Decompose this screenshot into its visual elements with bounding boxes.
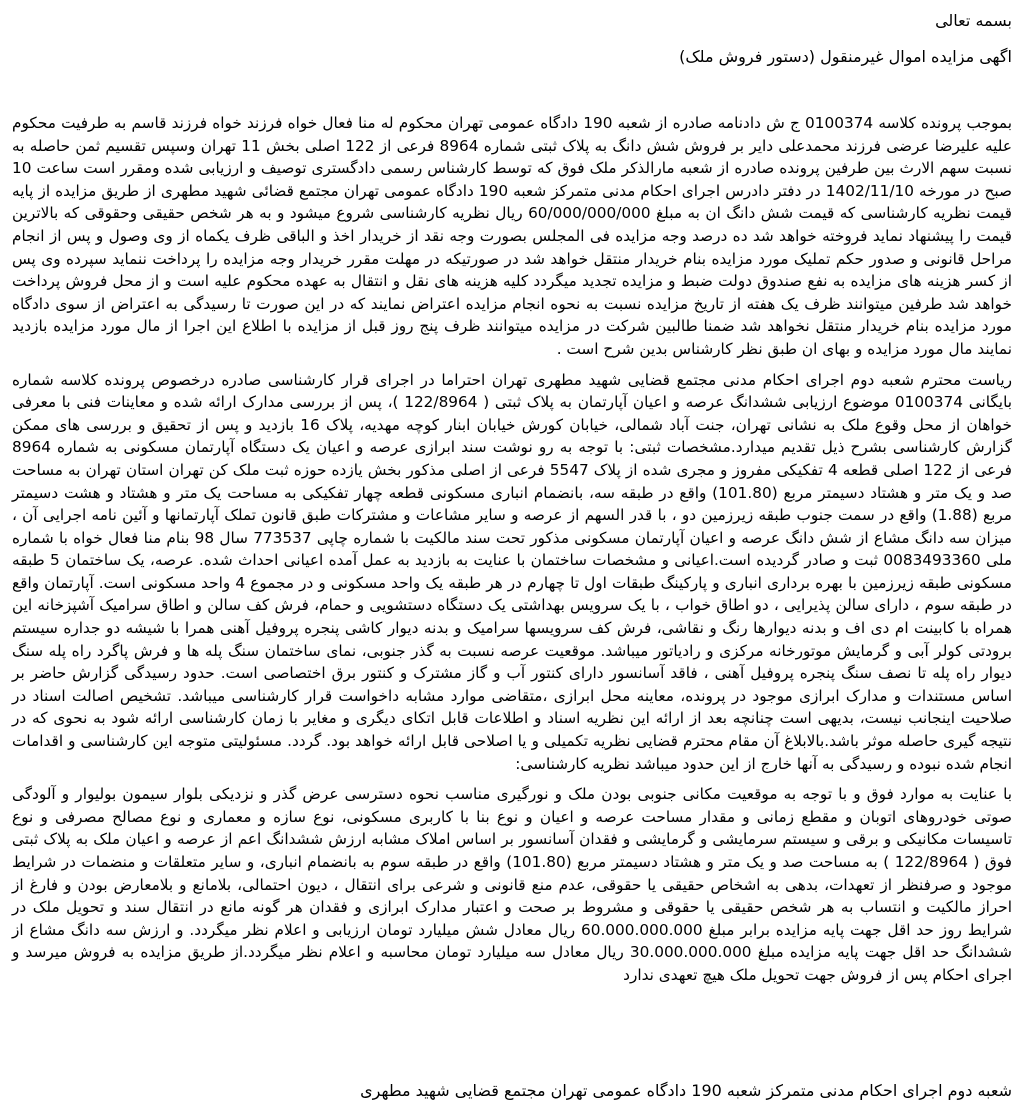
basmala-heading: بسمه تعالی [935, 11, 1012, 30]
expert-report-paragraph: ریاست محترم شعبه دوم اجرای احکام مدنی مجتمع قضایی شهید مطهری تهران احتراما در اجرای قرار کارشناسی صادره درخصوص پرونده کلاسه شماره بایگانی 0100374 موضوع ارزیابی ششدانگ عرصه و اعیان آپارتمان به پلاک ثبتی ( 122/8964 )، پس از بررسی مدارک ارائه شده و معاینات فنی با معرفی خواهان از محل وقوع ملک به نشانی تهران، جنت آباد شمالی، خیابان کورش خیابان ابنار کوچه مهدیه، پلاک 16 بازدید و پس از تحقیق و بررسی های ممکن گزارش کارشناسی بشرح ذیل تقدیم میدارد.مشخصات ثبتی: با توجه به رو نوشت سند ابرازی عرصه و اعیان یک دستگاه آپارتمان مسکونی به شماره 8964 فرعی از 122 اصلی قطعه 4 تفکیکی مفروز و مجری شده از پلاک 5547 فرعی از اصلی مذکور بخش یازده حوزه ثبت ملک کن تهران استان تهران به مساحت صد و یک متر و هشتاد دسیمتر مربع (101.80) واقع در طبقه سه، بانضمام انباری مسکونی قطعه چهار تفکیکی به مساحت یک متر و هشتاد و هشت دسیمتر مربع (1.88) واقع در سمت جنوب طبقه زیرزمین دو ، با قدر السهم از عرصه و سایر مشاعات و مشترکات طبق قانون تملک آپارتمانها و آئین نامه اجرایی آن ، میزان سه دانگ مشاع از شش دانگ عرصه و اعیان آپارتمان مسکونی مذکور تحت سند مالکیت با شماره چاپی 773537 سال 98 بنام منا فعال خواه با شماره ملی 0083493360 ثبت و صادر گردیده است.اعیانی و مشخصات ساختمان با عنایت به بازدید به عمل آمده اعیانی احداث شده. عرصه، یک ساختمان 5 طبقه مسکونی طبقه زیرزمین با بهره برداری انباری و پارکینگ طبقات اول تا چهارم در هر طبقه یک واحد مسکونی و در مجموع 4 واحد مسکونی است. آپارتمان واقع در طبقه سوم ، دارای سالن پذیرایی ، دو اطاق خواب ، با یک سرویس بهداشتی یک دستگاه دستشویی و حمام، فرش کف سالن و اطاق سرامیک آشپزخانه این همراه با کابینت ام دی اف و بدنه دیوارها رنگ و نقاشی، فرش کف سرویسها سرامیک و بدنه دیوار کاشی پنجره پروفیل آهنی همرا با شیشه دو جداره سیستم برودتی کولر آبی و گرمایش موتورخانه مرکزی و رادیاتور میباشد. موقعیت عرصه نسبت به گذر جنوبی، نمای ساختمان سنگ پله ها و فرش پاگرد راه پله سنگ دیوار راه پله تا نصف سنگ پنجره پروفیل آهنی ، فاقد آسانسور دارای کنتور آب و گاز مشترک و کنتور برق اختصاصی است. حدود رسیدگی گزارش حاضر بر اساس مستندات و مدارک ابرازی موجود در پرونده، معاینه محل ابرازی ،متقاضی موارد مشابه داخواست قرار کارشناسی میباشد. تشخیص اصالت اسناد در صلاحیت اینجانب نیست، بدیهی است چنانچه بعد از ارائه این نظریه اسناد و اطلاعات قابل اتکای دیگری و مغایر با زمان کارشناسی ارائه شود به نحوی که در نتیجه گیری حاصله موثر باشد.بالابلاغ آن مقام محترم قضایی نظریه تکمیلی و یا اصلاحی قابل ارائه خواهد بود. گردد. مسئولیتی متوجه این کارشناسی و اقدامات انجام شده نبوده و رسیدگی به آنها خارج از این حدود میباشد نظریه کارشناسی: [12, 370, 1013, 773]
valuation-paragraph: با عنایت به موارد فوق و با توجه به موقعیت مکانی جنوبی بودن ملک و نورگیری مناسب نحوه دسترسی عرض گذر و نزدیکی بلوار سیمون بولیوار و آلودگی صوتی خودروهای اتوبان و مقطع زمانی و مقدار مساحت عرصه و اعیان و نوع بنا با کاربری مسکونی، نوع سازه و معماری و نوع مصالح مصرفی و نوع تاسیسات مکانیکی و برقی و سیستم سرمایشی و گرمایشی و فقدان آسانسور بر اساس املاک مشابه ارزش ششدانگ اعم از عرصه و اعیان ملک به پلاک ثبتی فوق ( 122/8964 ) به مساحت صد و یک متر و هشتاد دسیمتر مربع (101.80) واقع در طبقه سوم به بانضمام انباری، و سایر متعلقات و منضمات در شرایط موجود و صرفنظر از تعهدات، بدهی به اشخاص حقیقی یا حقوقی، عدم منع قانونی و شرعی برای انتقال ، دیون احتمالی، بلامانع و بلامعارض بودن و فارغ از احراز مالکیت و انتساب به هر شخص حقیقی یا حقوقی و مشروط بر صحت و اعتبار مدارک ابرازی و فقدان هر گونه مانع در انتقال سند و تحویل ملک در شرایط روز حد اقل جهت پایه مزایده برابر مبلغ 60.000.000.000 ریال معادل شش میلیارد تومان ارزیابی و اعلام نظر میگردد. و ارزش سه دانگ مشاع از ششدانگ حد اقل جهت پایه مزایده مبلغ 30.000.000.000 ریال معادل سه میلیارد تومان محاسبه و اعلام نظر میگردد.از طریق مزایده به فروش میرسد و اجرای احکام پس از فروش جهت تحویل ملک هیچ تعهدی ندارد [12, 785, 1012, 984]
notice-title: اگهی مزایده اموال غیرمنقول (دستور فروش ملک) [679, 47, 1012, 66]
auction-terms-paragraph: بموجب پرونده کلاسه 0100374 ج ش دادنامه صادره از شعبه 190 دادگاه عمومی تهران محکوم له منا فعال خواه فرزند خواه فرزند قاسم به طرفیت محکوم علیه علیرضا عرضی فرزند محمدعلی دایر بر فروش شش دانگ به پلاک ثبتی شماره 8964 فرعی از 122 اصلی بخش 11 تهران وسپس تقسیم ثمن حاصله به نسبت سهم الارث بین طرفین پرونده صادره از شعبه مارالذکر ملک فوق که توسط کارشناس رسمی دادگستری توصیف و ارزیابی شده ومقرر است ساعت 10 صبح در مورخه 1402/11/10 در دفتر دادرس اجرای احکام مدنی متمرکز شعبه 190 دادگاه عمومی تهران مجتمع قضائی شهید مطهری از طریق مزایده از پایه قیمت نظریه کارشناسی که قیمت شش دانگ ان به مبلغ 60/000/000/000 ریال نظریه کارشناسی شروع میشود و به هر شخص حقیقی وحقوقی که بالاترین قیمت را پیشنهاد نماید فروخته خواهد شد ده درصد وجه مزایده فی المجلس بصورت وجه نقد از خریدار اخذ و الباقی ظرف یکماه از وی وصول و پس از انجام مراحل قانونی و صدور حکم تملیک مورد مزایده بنام خریدار منتقل خواهد شد در صورتیکه در مهلت مقرر خریدار وجه مزایده را پرداخت ننماید سپرده وی پس از کسر هزینه های مزایده به نفع صندوق دولت ضبط و مزایده تجدید میگردد کلیه هزینه های نقل و انتقال به عهده محکوم علیه است و از محل فروش پرداخت خواهد شد طرفین میتوانند ظرف یک هفته از تاریخ مزایده نسبت به نحوه انجام مزایده اعتراض نمایند که در این صورت تا رسیدگی به اعتراض از سوی دادگاه مورد مزایده بنام خریدار منتقل نخواهد شد ضمنا طالبین شرکت در مزایده میتوانند ظرف پنج روز قبل از مزایده با اطلاع این اجرا از مال مورد مزایده بازدید نمایند مال مورد مزایده و بهای ان طبق نظر کارشناس بدین شرح است . [12, 114, 1012, 358]
issuing-branch-signature: شعبه دوم اجرای احکام مدنی متمرکز شعبه 190 دادگاه عمومی تهران مجتمع قضایی شهید مطهری [360, 1081, 1012, 1100]
